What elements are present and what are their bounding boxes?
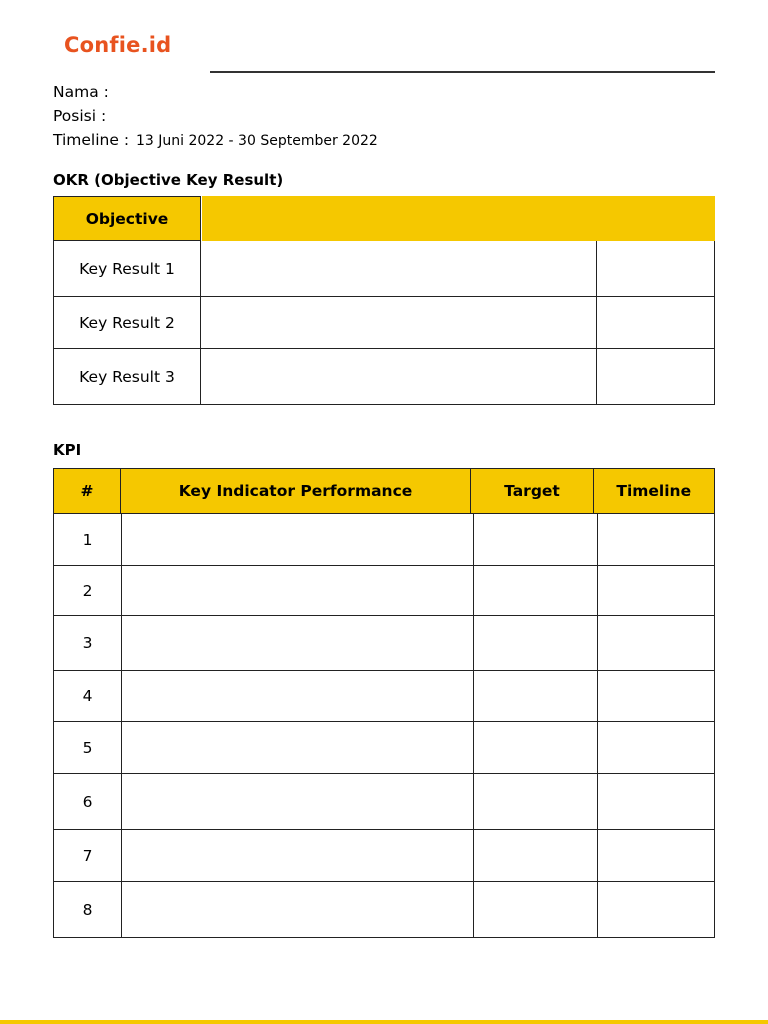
okr-row [53, 297, 715, 349]
kpi-target-cell[interactable] [474, 774, 598, 829]
brand-logo: Confie.id [64, 33, 172, 57]
kpi-row-number: 8 [54, 882, 122, 937]
kpi-row-number: 2 [54, 566, 122, 615]
kpi-target-cell[interactable] [474, 566, 598, 615]
kpi-timeline-cell[interactable] [598, 514, 714, 565]
kpi-header-row [53, 468, 715, 514]
kpi-row-number: 7 [54, 830, 122, 881]
kpi-row [53, 514, 715, 566]
timeline-field [53, 131, 378, 149]
kpi-target-cell[interactable] [474, 616, 598, 670]
kpi-indicator-cell[interactable] [122, 882, 474, 937]
kpi-header-indicator: Key Indicator Performance [120, 468, 472, 514]
key-result-label: Key Result 1 [54, 241, 201, 296]
kpi-row [53, 774, 715, 830]
header-divider [210, 71, 715, 73]
okr-header-row [53, 196, 715, 241]
kpi-indicator-cell[interactable] [122, 566, 474, 615]
nama-field [53, 83, 109, 101]
okr-title: OKR (Objective Key Result) [53, 171, 284, 189]
objective-value-cell[interactable] [202, 196, 715, 241]
kpi-timeline-cell[interactable] [598, 671, 714, 721]
key-result-score-cell[interactable] [597, 297, 714, 348]
timeline-value: 13 Juni 2022 - 30 September 2022 [136, 133, 378, 149]
kpi-header-timeline: Timeline [593, 468, 716, 514]
kpi-indicator-cell[interactable] [122, 722, 474, 773]
timeline-label: Timeline : [53, 131, 130, 149]
nama-label: Nama : [53, 83, 109, 101]
key-result-value-cell[interactable] [201, 297, 597, 348]
key-result-label: Key Result 3 [54, 349, 201, 404]
key-result-value-cell[interactable] [201, 241, 597, 296]
key-result-score-cell[interactable] [597, 241, 714, 296]
okr-table [53, 196, 715, 405]
kpi-target-cell[interactable] [474, 830, 598, 881]
kpi-target-cell[interactable] [474, 882, 598, 937]
key-result-score-cell[interactable] [597, 349, 714, 404]
kpi-row-number: 6 [54, 774, 122, 829]
kpi-target-cell[interactable] [474, 722, 598, 773]
kpi-indicator-cell[interactable] [122, 774, 474, 829]
kpi-row [53, 882, 715, 938]
kpi-row-number: 5 [54, 722, 122, 773]
kpi-timeline-cell[interactable] [598, 722, 714, 773]
kpi-row-number: 4 [54, 671, 122, 721]
kpi-timeline-cell[interactable] [598, 774, 714, 829]
kpi-row-number: 3 [54, 616, 122, 670]
key-result-label: Key Result 2 [54, 297, 201, 348]
kpi-target-cell[interactable] [474, 514, 598, 565]
kpi-row [53, 671, 715, 722]
kpi-timeline-cell[interactable] [598, 566, 714, 615]
kpi-timeline-cell[interactable] [598, 616, 714, 670]
objective-label: Objective [53, 196, 201, 241]
bottom-accent-band [0, 1020, 768, 1024]
kpi-header-target: Target [470, 468, 594, 514]
okr-row [53, 349, 715, 405]
key-result-value-cell[interactable] [201, 349, 597, 404]
posisi-label: Posisi : [53, 107, 107, 125]
kpi-title: KPI [53, 441, 82, 459]
okr-row [53, 241, 715, 297]
kpi-row-number: 1 [54, 514, 122, 565]
kpi-indicator-cell[interactable] [122, 830, 474, 881]
kpi-row [53, 830, 715, 882]
kpi-target-cell[interactable] [474, 671, 598, 721]
kpi-timeline-cell[interactable] [598, 830, 714, 881]
kpi-row [53, 616, 715, 671]
kpi-row [53, 722, 715, 774]
posisi-field [53, 107, 106, 125]
kpi-indicator-cell[interactable] [122, 514, 474, 565]
kpi-row [53, 566, 715, 616]
kpi-header-number: # [53, 468, 121, 514]
kpi-indicator-cell[interactable] [122, 671, 474, 721]
kpi-timeline-cell[interactable] [598, 882, 714, 937]
kpi-table [53, 468, 715, 938]
kpi-indicator-cell[interactable] [122, 616, 474, 670]
